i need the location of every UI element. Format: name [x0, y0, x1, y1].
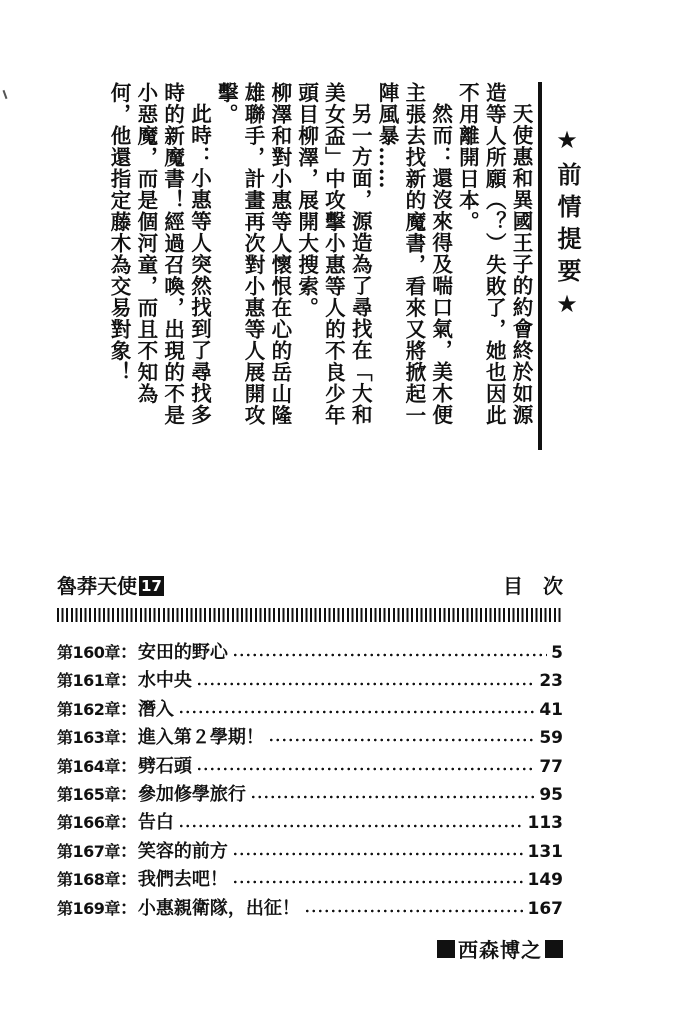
- synopsis-heading: ★前情提要★: [553, 126, 581, 326]
- series-title: [57, 570, 164, 599]
- leader-dots: [196, 767, 535, 771]
- chapter-title: ：劈石頭: [119, 755, 192, 777]
- toc-entry-169: [57, 894, 563, 922]
- chapter-number: 第168章: [57, 870, 120, 890]
- synopsis-divider: [538, 82, 542, 450]
- chapter-number: 第166章: [57, 813, 120, 833]
- author-credit: [437, 934, 563, 963]
- leader-dots: [232, 880, 524, 884]
- toc-label: 目次: [503, 574, 583, 598]
- toc-entry-165: [57, 780, 563, 808]
- chapter-page: 113: [527, 813, 563, 834]
- author-marker-left: [437, 940, 455, 958]
- chapter-title: ：參加修學旅行: [119, 783, 246, 805]
- chapter-title: ：水中央: [119, 670, 192, 692]
- toc-entry-166: [57, 808, 563, 836]
- toc-entry-164: [57, 752, 563, 780]
- leader-dots: [304, 909, 524, 913]
- chapter-title: ：小惠親衛隊，出征！: [119, 897, 300, 919]
- chapter-page: 167: [527, 898, 563, 919]
- synopsis-text: [105, 82, 534, 444]
- toc-entry-161: [57, 666, 563, 694]
- toc-entry-162: [57, 695, 563, 723]
- toc-entry-160: [57, 638, 563, 666]
- toc-divider: [57, 608, 563, 622]
- chapter-number: 第167章: [57, 841, 120, 861]
- chapter-page: 41: [539, 699, 563, 720]
- chapter-page: 23: [539, 671, 563, 692]
- chapter-number: 第160章: [57, 643, 120, 662]
- chapter-number: 第163章: [57, 728, 120, 748]
- chapter-page: 149: [527, 870, 563, 891]
- chapter-title: ：笑容的前方: [119, 840, 228, 862]
- author-marker-right: [545, 940, 563, 958]
- author-name: 西森博之: [458, 938, 542, 962]
- chapter-number: 第162章: [57, 699, 120, 719]
- chapter-title: ：潛入: [119, 698, 174, 720]
- series-name: 魯莽天使: [57, 574, 137, 598]
- chapter-page: 59: [539, 728, 563, 749]
- volume-number: 17: [141, 577, 162, 595]
- synopsis-paragraph-1: 天使惠和異國王子的約會終於如源造等人所願（？）失敗了，她也因此不用離開日本。: [455, 82, 533, 426]
- synopsis-paragraph-2: 然而：還沒來得及喘口氣，美木便主張去找新的魔書，看來又將掀起一陣風暴……: [375, 82, 453, 426]
- toc-header: [57, 570, 583, 600]
- chapter-number: 第165章: [57, 784, 120, 804]
- toc-entry-168: [57, 865, 563, 893]
- chapter-title: ：進入第２學期！: [119, 727, 264, 749]
- leader-dots: [232, 653, 547, 657]
- leader-dots: [178, 710, 535, 714]
- synopsis-section: [58, 82, 534, 450]
- toc-entry-167: [57, 837, 563, 865]
- toc-list: [57, 638, 563, 922]
- chapter-title: ：告白: [119, 812, 174, 834]
- chapter-page: 95: [539, 784, 563, 805]
- leader-dots: [196, 682, 535, 686]
- toc-entry-163: [57, 723, 563, 751]
- leader-dots: [232, 852, 524, 856]
- chapter-page: 77: [539, 756, 563, 777]
- synopsis-paragraph-4: 柳澤和對小惠等人懷恨在心的岳山隆雄聯手，計畫再次對小惠等人展開攻擊。: [214, 82, 292, 426]
- leader-dots: [250, 795, 535, 799]
- chapter-page: 5: [551, 643, 563, 663]
- chapter-title: ：我們去吧！: [119, 869, 228, 891]
- chapter-page: 131: [527, 841, 563, 862]
- leader-dots: [268, 738, 535, 742]
- chapter-number: 第164章: [57, 756, 120, 776]
- synopsis-paragraph-3: 另一方面，源造為了尋找在「大和美女盃」中攻擊小惠等人的不良少年頭目柳澤，展開大搜索。: [294, 82, 373, 426]
- leader-dots: [178, 824, 524, 828]
- chapter-number: 第169章: [57, 898, 120, 918]
- chapter-title: ：安田的野心: [119, 642, 228, 663]
- chapter-number: 第161章: [57, 671, 120, 691]
- synopsis-paragraph-5: 此時：小惠等人突然找到了尋找多時的新魔書！經過召喚，出現的不是小惡魔，而是個河童，而且不知為何，他還指定藤木為交易對象！: [107, 82, 212, 426]
- scan-mark: [3, 90, 8, 99]
